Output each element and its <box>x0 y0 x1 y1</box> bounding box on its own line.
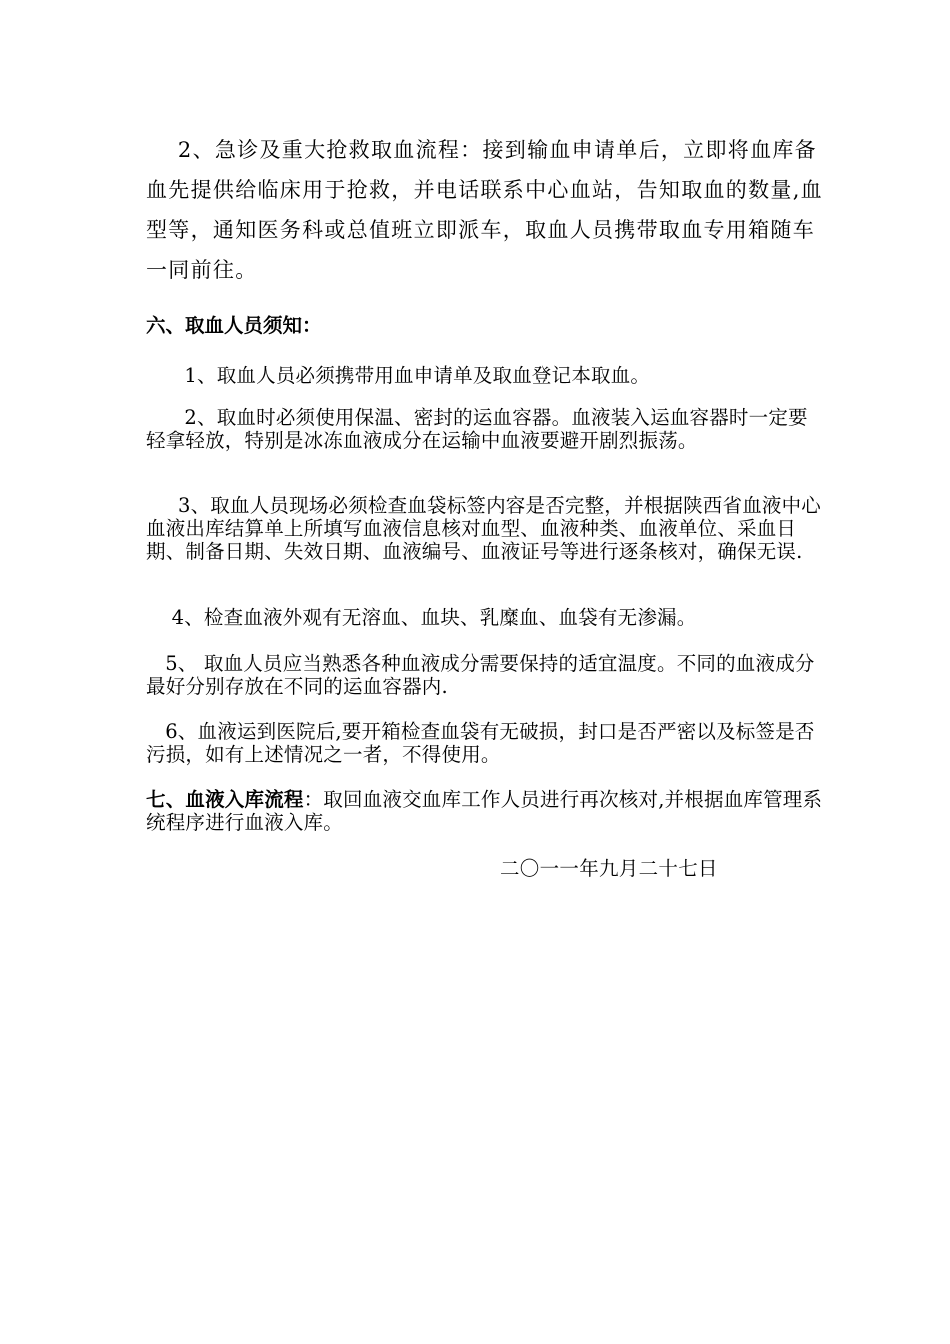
document-date: 二〇一一年九月二十七日 <box>500 857 718 880</box>
notice-item-5: 5、 取血人员应当熟悉各种血液成分需要保持的适宜温度。不同的血液成分最好分别存放在不同的运血容器内. <box>146 652 815 698</box>
notice-item-1: 1、取血人员必须携带用血申请单及取血登记本取血。 <box>146 364 651 387</box>
notice-item-3: 3、取血人员现场必须检查血袋标签内容是否完整，并根据陕西省血液中心血液出库结算单上所填写血液信息核对血型、血液种类、血液单位、采血日期、制备日期、失效日期、血液编号、血液证号等进行逐条核对，确保无误. <box>146 494 822 563</box>
notice-item-6: 6、血液运到医院后,要开箱检查血袋有无破损，封口是否严密以及标签是否污损，如有上述情况之一者，不得使用。 <box>146 720 815 766</box>
emergency-procedure-paragraph: 2、急诊及重大抢救取血流程：接到输血申请单后，立即将血库备血先提供给临床用于抢救，并电话联系中心血站，告知取血的数量,血型等，通知医务科或总值班立即派车，取血人员携带取血专用箱随车一同前往。 <box>146 138 823 282</box>
section-7-heading: 七、血液入库流程 <box>146 788 304 811</box>
section-7-text: ：取回血液交血库工作人员进行再次核对,并根据血库管理系统程序进行血液入库。 <box>146 788 823 834</box>
section-6-heading: 六、取血人员须知： <box>146 314 322 337</box>
notice-item-2: 2、取血时必须使用保温、密封的运血容器。血液装入运血容器时一定要轻拿轻放，特别是冰冻血液成分在运输中血液要避开剧烈振荡。 <box>146 406 808 452</box>
section-7-paragraph <box>146 788 826 834</box>
notice-item-4: 4、检查血液外观有无溶血、血块、乳糜血、血袋有无渗漏。 <box>146 606 697 629</box>
